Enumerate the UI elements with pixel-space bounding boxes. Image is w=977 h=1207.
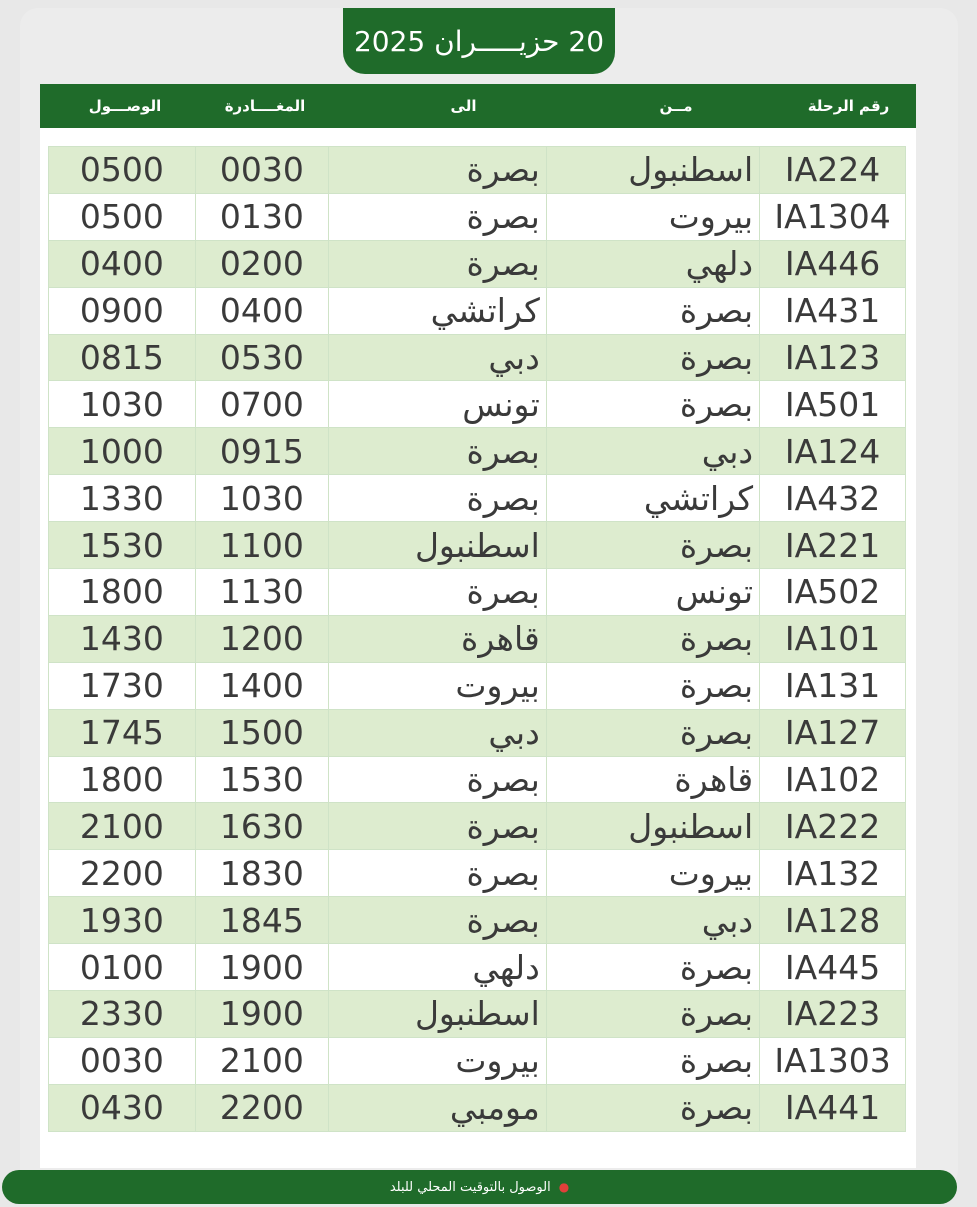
flight-number-cell: IA432 [760,475,906,522]
flight-number-cell: IA1303 [760,1037,906,1084]
table-row [49,287,906,334]
departure-time-cell: 0200 [195,240,328,287]
destination-cell: دبي [329,709,547,756]
flight-number-cell: IA223 [760,991,906,1038]
origin-cell: بصرة [546,991,759,1038]
arrival-time-cell: 1745 [49,709,196,756]
flight-number-cell: IA124 [760,428,906,475]
flight-number-cell: IA222 [760,803,906,850]
arrival-time-cell: 0400 [49,240,196,287]
table-row [49,147,906,194]
destination-cell: بصرة [329,147,547,194]
destination-cell: بصرة [329,756,547,803]
flight-number-cell: IA502 [760,569,906,616]
date-title: 20 حزيـــــران 2025 [343,8,615,74]
destination-cell: كراتشي [329,287,547,334]
flight-number-cell: IA128 [760,897,906,944]
origin-cell: تونس [546,569,759,616]
destination-cell: بصرة [329,897,547,944]
header-departure: المغــــادرة [224,97,306,115]
table-row [49,522,906,569]
destination-cell: بصرة [329,850,547,897]
table-row [49,991,906,1038]
departure-time-cell: 1500 [195,709,328,756]
origin-cell: بصرة [546,287,759,334]
flight-number-cell: IA431 [760,287,906,334]
destination-cell: بصرة [329,569,547,616]
destination-cell: قاهرة [329,615,547,662]
flight-number-cell: IA127 [760,709,906,756]
flight-number-cell: IA224 [760,147,906,194]
departure-time-cell: 1130 [195,569,328,616]
departure-time-cell: 1100 [195,522,328,569]
origin-cell: بصرة [546,662,759,709]
destination-cell: اسطنبول [329,522,547,569]
departure-time-cell: 1400 [195,662,328,709]
origin-cell: بصرة [546,522,759,569]
origin-cell: دلهي [546,240,759,287]
arrival-time-cell: 2200 [49,850,196,897]
departure-time-cell: 0530 [195,334,328,381]
origin-cell: بصرة [546,1084,759,1131]
departure-time-cell: 1830 [195,850,328,897]
departure-time-cell: 1900 [195,944,328,991]
flight-number-cell: IA441 [760,1084,906,1131]
departure-time-cell: 1030 [195,475,328,522]
origin-cell: بصرة [546,334,759,381]
destination-cell: بيروت [329,1037,547,1084]
flight-number-cell: IA221 [760,522,906,569]
departure-time-cell: 0700 [195,381,328,428]
departure-time-cell: 1845 [195,897,328,944]
flight-number-cell: IA131 [760,662,906,709]
flight-number-cell: IA501 [760,381,906,428]
table-row [49,1084,906,1131]
departure-time-cell: 0915 [195,428,328,475]
flight-number-cell: IA132 [760,850,906,897]
destination-cell: بصرة [329,193,547,240]
arrival-time-cell: 1030 [49,381,196,428]
arrival-time-cell: 0430 [49,1084,196,1131]
table-row [49,897,906,944]
footer-note: الوصول بالتوقيت المحلي للبلد [389,1179,551,1195]
arrival-time-cell: 0500 [49,147,196,194]
table-row [49,334,906,381]
arrival-time-cell: 1000 [49,428,196,475]
table-row [49,193,906,240]
arrival-time-cell: 0815 [49,334,196,381]
departure-time-cell: 1900 [195,991,328,1038]
origin-cell: بيروت [546,850,759,897]
header-arrival: الوصـــول [88,97,162,115]
arrival-time-cell: 1800 [49,569,196,616]
origin-cell: بصرة [546,944,759,991]
departure-time-cell: 2200 [195,1084,328,1131]
arrival-time-cell: 1430 [49,615,196,662]
flight-number-cell: IA123 [760,334,906,381]
arrival-time-cell: 1330 [49,475,196,522]
table-row [49,615,906,662]
origin-cell: اسطنبول [546,803,759,850]
table-row [49,850,906,897]
arrival-time-cell: 1930 [49,897,196,944]
table-row [49,662,906,709]
flight-number-cell: IA1304 [760,193,906,240]
origin-cell: بصرة [546,709,759,756]
departure-time-cell: 0130 [195,193,328,240]
table-row [49,944,906,991]
origin-cell: اسطنبول [546,147,759,194]
header-flight-no: رقم الرحلة [807,97,890,115]
arrival-time-cell: 1800 [49,756,196,803]
table-row [49,381,906,428]
table-row [49,569,906,616]
destination-cell: دلهي [329,944,547,991]
table-row [49,709,906,756]
arrival-time-cell: 0030 [49,1037,196,1084]
departure-time-cell: 0400 [195,287,328,334]
table-row [49,240,906,287]
destination-cell: مومبي [329,1084,547,1131]
table-row [49,1037,906,1084]
destination-cell: تونس [329,381,547,428]
origin-cell: قاهرة [546,756,759,803]
header-from: مــن [659,97,693,115]
arrival-time-cell: 0500 [49,193,196,240]
footer-bar [2,1170,957,1204]
destination-cell: بصرة [329,803,547,850]
destination-cell: بصرة [329,475,547,522]
destination-cell: اسطنبول [329,991,547,1038]
origin-cell: دبي [546,428,759,475]
flight-number-cell: IA102 [760,756,906,803]
table-row [49,475,906,522]
origin-cell: بيروت [546,193,759,240]
flight-number-cell: IA446 [760,240,906,287]
flight-number-cell: IA445 [760,944,906,991]
table-row [49,756,906,803]
table-header [40,84,916,128]
departure-time-cell: 1200 [195,615,328,662]
flight-number-cell: IA101 [760,615,906,662]
flight-timetable [48,146,906,1132]
origin-cell: بصرة [546,1037,759,1084]
origin-cell: دبي [546,897,759,944]
arrival-time-cell: 2100 [49,803,196,850]
arrival-time-cell: 0100 [49,944,196,991]
destination-cell: دبي [329,334,547,381]
departure-time-cell: 1530 [195,756,328,803]
origin-cell: بصرة [546,381,759,428]
table-row [49,803,906,850]
destination-cell: بصرة [329,428,547,475]
departure-time-cell: 2100 [195,1037,328,1084]
bullet-icon: ● [558,1180,570,1194]
destination-cell: بصرة [329,240,547,287]
arrival-time-cell: 1730 [49,662,196,709]
arrival-time-cell: 1530 [49,522,196,569]
table-row [49,428,906,475]
departure-time-cell: 1630 [195,803,328,850]
arrival-time-cell: 2330 [49,991,196,1038]
destination-cell: بيروت [329,662,547,709]
arrival-time-cell: 0900 [49,287,196,334]
departure-time-cell: 0030 [195,147,328,194]
origin-cell: بصرة [546,615,759,662]
header-to: الى [450,97,477,115]
origin-cell: كراتشي [546,475,759,522]
